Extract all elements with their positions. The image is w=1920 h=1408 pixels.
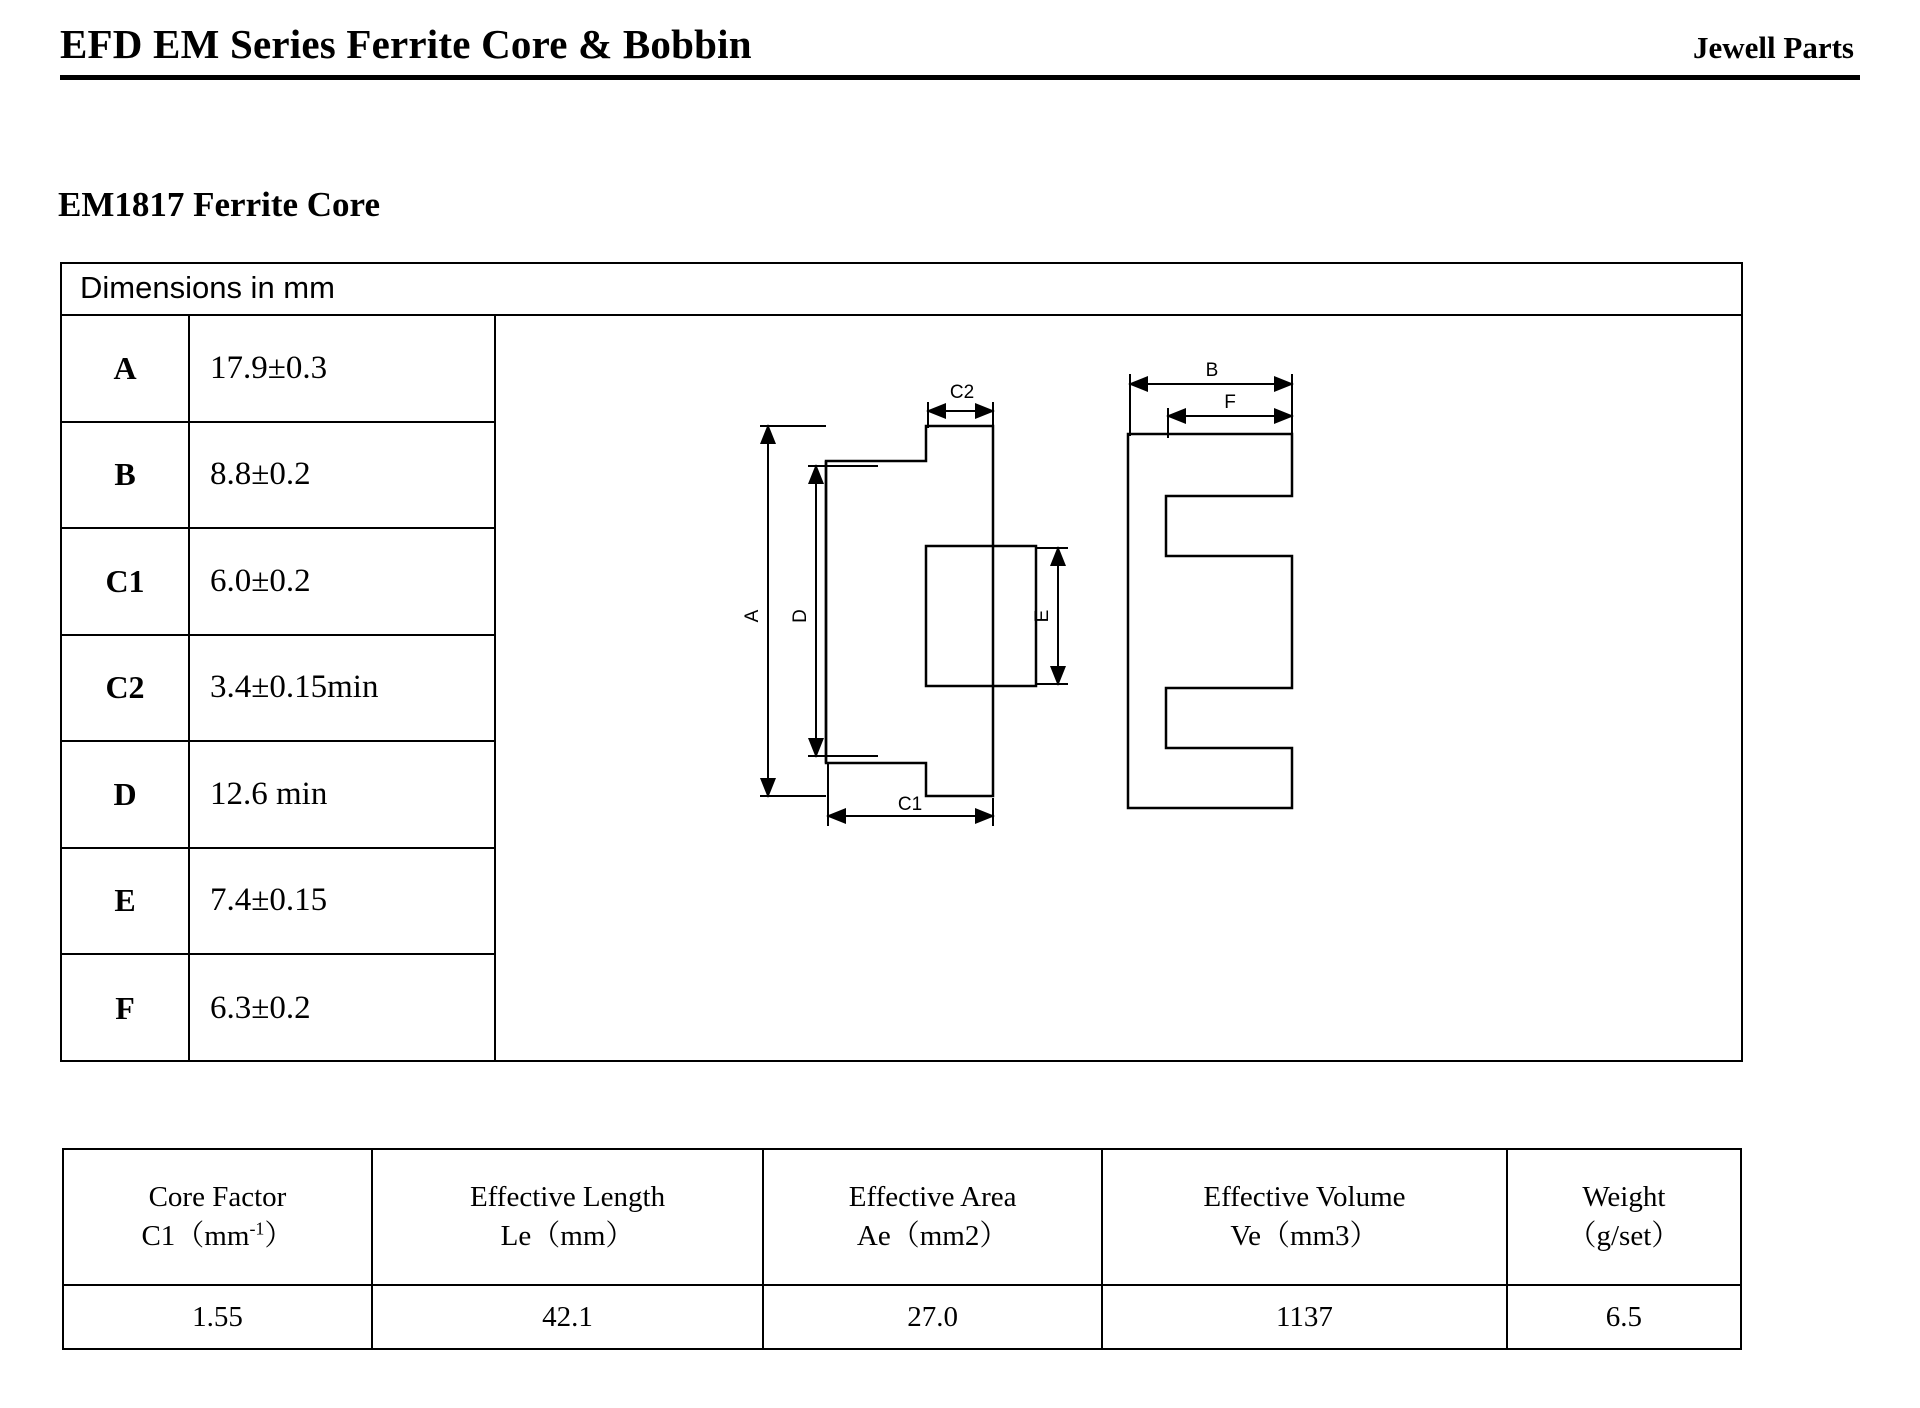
column-header-line2: Ae（mm2）	[856, 1220, 1009, 1252]
dimension-panel-header	[62, 264, 1741, 316]
drawing-label-c2: C2	[949, 382, 975, 403]
column-header-effective-length	[372, 1149, 763, 1285]
table-row	[62, 316, 494, 423]
value-effective-volume: 1137	[1102, 1285, 1507, 1349]
drawing-label-f: F	[1224, 392, 1236, 413]
column-header-effective-area	[763, 1149, 1102, 1285]
core-properties-table	[62, 1148, 1742, 1350]
column-header-line1: Effective Length	[469, 1181, 666, 1214]
value-core-factor: 1.55	[63, 1285, 372, 1349]
table-row	[62, 849, 494, 956]
table-row	[62, 636, 494, 743]
dimension-key: F	[62, 955, 190, 1062]
table-header-row	[63, 1149, 1741, 1285]
table-row	[63, 1285, 1741, 1349]
dimension-value: 12.6 min	[210, 775, 328, 812]
page-header	[60, 18, 1860, 80]
table-row	[62, 742, 494, 849]
dimension-key: C2	[62, 636, 190, 741]
column-header-line2	[68, 1217, 367, 1256]
column-header-line1: Weight	[1582, 1181, 1666, 1214]
column-header-line2: Le（mm）	[500, 1220, 635, 1252]
column-header-line2: （g/set）	[1567, 1220, 1681, 1252]
dimension-value: 6.0±0.2	[210, 562, 311, 599]
column-header-weight	[1507, 1149, 1741, 1285]
column-header-line2: Ve（mm3）	[1230, 1220, 1379, 1252]
column-header-effective-volume	[1102, 1149, 1507, 1285]
table-row	[62, 955, 494, 1062]
section-title: EM1817 Ferrite Core	[58, 185, 380, 224]
column-header-core-factor	[63, 1149, 372, 1285]
dimension-table	[62, 316, 496, 1062]
column-header-unit-prefix: C1（mm	[141, 1220, 250, 1252]
brand-name: Jewell Parts	[1693, 30, 1854, 65]
drawing-label-d: D	[790, 609, 811, 623]
dimension-key: D	[62, 742, 190, 847]
dimension-key: A	[62, 316, 190, 421]
drawing-label-b: B	[1205, 360, 1219, 381]
dimension-panel	[60, 262, 1743, 1062]
table-row	[62, 423, 494, 530]
column-header-line1: Effective Volume	[1203, 1181, 1406, 1214]
page-title: EFD EM Series Ferrite Core & Bobbin	[60, 21, 752, 67]
value-effective-area: 27.0	[763, 1285, 1102, 1349]
drawing-label-e: E	[1032, 609, 1053, 623]
core-technical-drawing	[496, 316, 1741, 1060]
dimension-units-label: Dimensions in mm	[80, 270, 335, 305]
dimension-value: 7.4±0.15	[210, 882, 328, 919]
value-weight: 6.5	[1507, 1285, 1741, 1349]
drawing-label-a: A	[742, 609, 763, 623]
dimension-key: C1	[62, 529, 190, 634]
dimension-value: 17.9±0.3	[210, 349, 328, 386]
column-header-line1: Effective Area	[848, 1181, 1017, 1214]
value-effective-length: 42.1	[372, 1285, 763, 1349]
column-header-exponent: -1	[249, 1218, 265, 1239]
drawing-label-c1: C1	[897, 794, 923, 815]
dimension-value: 8.8±0.2	[210, 456, 311, 493]
dimension-value: 3.4±0.15min	[210, 669, 379, 706]
table-row	[62, 529, 494, 636]
dimension-key: E	[62, 849, 190, 954]
dimension-key: B	[62, 423, 190, 528]
column-header-unit-suffix: ）	[264, 1220, 294, 1252]
column-header-line1: Core Factor	[148, 1181, 287, 1214]
dimension-value: 6.3±0.2	[210, 989, 311, 1026]
